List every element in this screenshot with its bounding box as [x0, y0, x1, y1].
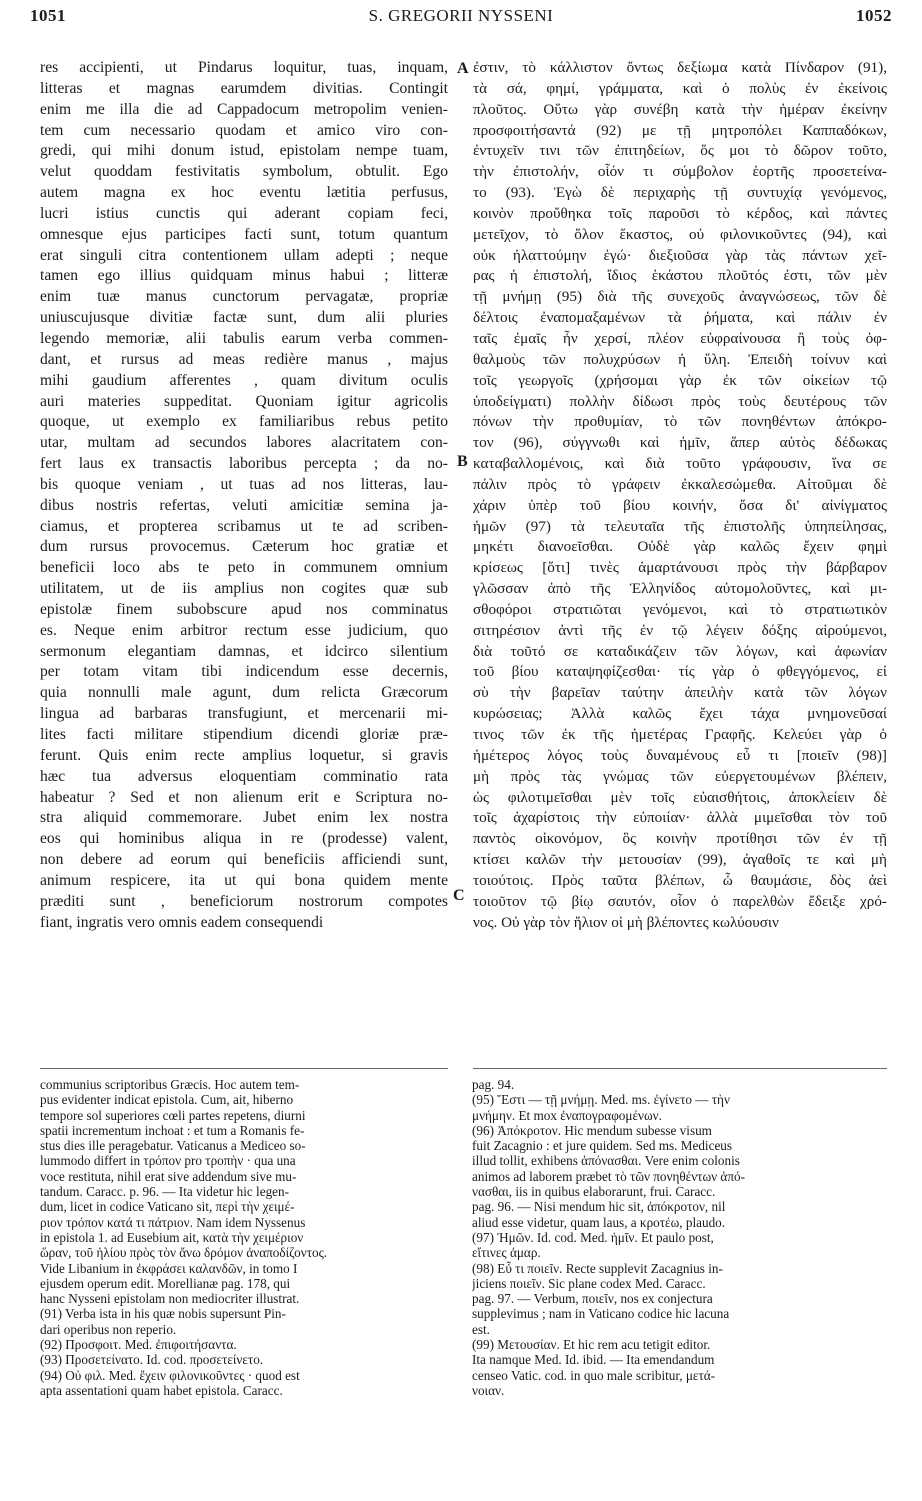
greek-text-line: ὡς φιλοτιμεῖσθαι μὲν τοῖς εὐαισθήτοις, ἀποκλείειν δὲ — [473, 788, 887, 806]
footnote-line: spatii incrementum inchoat : et tum a Romanis fe- — [40, 1122, 305, 1138]
footnote-line: εἴτινες ἁμαρ. — [472, 1245, 541, 1261]
greek-text-line: μηκέτι διανοεῖσθαι. Οὐδὲ γὰρ καλῶς ἔχειν φημὶ — [473, 538, 887, 556]
footnote-line: aliud esse videtur, quam laus, a κροτέω, plaudo. — [472, 1214, 726, 1230]
footnote-line: (93) Προσετείνατο. Id. cod. προσετείνετο. — [40, 1352, 264, 1368]
footnote-line: ejusdem operum edit. Morellianæ pag. 178, qui — [40, 1275, 291, 1291]
greek-text-line: τινος τῶν ἐκ τῆς ἡμετέρας Γραφῆς. Κελεύει γὰρ ὁ — [473, 726, 887, 743]
greek-text-line: μετεῖχον, τὸ ὅλον ἕκαστος, οὐ φιλονικοῦντες (94), καὶ — [473, 225, 887, 243]
greek-text-line: ταῖς ἐμαῖς ἦν χερσί, πλέον εὐφραίνουσα ἢ τοὺς ὀφ- — [473, 329, 887, 347]
latin-text-line: tem cum necessario quodam et amico viro con- — [40, 121, 448, 139]
footnote-line: (92) Προσφοιτ. Med. ἐπιφοιτήσαντα. — [40, 1337, 237, 1353]
footnote-line: (97) Ἡμῶν. Id. cod. Med. ἡμῖν. Et paulo post, — [472, 1229, 714, 1245]
latin-text-line: uniuscujusque divitiæ factæ sunt, dum alii pluries — [40, 309, 448, 327]
footnote-line: (99) Μετουσίαν. Et hic rem acu tetigit editor. — [472, 1337, 711, 1353]
latin-column — [40, 58, 448, 933]
greek-text-line: σὺ τὴν βαρεῖαν ταύτην ἀπειλὴν κατὰ τῶν λόγων — [473, 684, 887, 702]
footnote-line: ριον τρόπον κατά τι πάτριον. Nam idem Nyssenus — [40, 1214, 306, 1230]
footnote-line: apta assentationi quam habet epistola. Caracc. — [40, 1382, 283, 1398]
latin-text-line: ciamus, et propterea scribamus ut te ad scriben- — [40, 517, 448, 535]
greek-text-line: προσφοιτήσαντά (92) με τῇ μητροπόλει Καππαδόκων, — [473, 121, 887, 139]
footnote-line: illud tollit, exhibens ἀπόνασθαι. Vere enim colonis — [472, 1153, 740, 1169]
footnote-line: communius scriptoribus Græcis. Hoc autem tem- — [40, 1077, 300, 1092]
greek-text-line: τοιοῦτον τῷ βίῳ σαυτόν, οἷον ὁ παρελθὼν ἔδειξε χρό- — [473, 892, 887, 910]
footnotes-right — [472, 1077, 888, 1398]
greek-text-line: πάλιν πρὸς τὸ γράφειν ἐκκαλεσώμεθα. Αἰτοῦμαι δὲ — [473, 475, 887, 493]
latin-text-line: lingua ad barbaras transfugiunt, et mercenarii mi- — [40, 705, 448, 723]
page-header — [30, 6, 892, 34]
latin-text-line: erat singuli citra contentionem ullam adepti ; neque — [40, 246, 448, 264]
latin-text-line: lucri istius cunctis qui aderant copiam feci, — [40, 204, 448, 222]
greek-text-line: τὰ σά, φημί, γράμματα, καὶ ὁ πολὺς ἐν ἐκείνοις — [473, 79, 887, 97]
footnote-line: ὥραν, τοῦ ἡλίου πρὸς τὸν ἄνω δρόμον ἀναποδίζοντος. — [40, 1245, 328, 1261]
footnote-line: dum, licet in codice Vaticano sit, περὶ τὴν χειμέ- — [40, 1199, 295, 1215]
latin-text-line: es. Neque enim arbitror rectum esse judicium, quo — [40, 621, 448, 639]
latin-text-line: quoque, ut exemplo ex familiaribus rebus petito — [40, 413, 448, 431]
latin-text-line: stra aliquid commemorare. Jubet enim lex nostra — [40, 809, 448, 827]
greek-text-line: ἡμῶν (97) τὰ τελευταῖα τῆς ἐπιστολῆς ὑπηπείλησας, — [473, 517, 887, 535]
footnote-line: Ita namque Med. Id. ibid. — Ita emendandum — [472, 1352, 715, 1368]
footnote-rule-right — [473, 1068, 887, 1069]
running-title: S. GREGORII NYSSENI — [368, 6, 554, 25]
footnote-line: in epistola 1. ad Eusebium ait, κατὰ τὴν χειμέριον — [40, 1229, 304, 1245]
footnotes-left — [40, 1077, 450, 1398]
footnote-line: (91) Verba ista in his quæ nobis supersunt Pin- — [40, 1306, 286, 1322]
greek-text-line: τον (96), σύγγνωθι καὶ ἡμῖν, ἅπερ αὐτὸς δέδωκας — [473, 434, 887, 452]
greek-text-line: τῇ μνήμῃ (95) διὰ τῆς συνεχοῦς ἀναγνώσεως, τῶν δὲ — [473, 288, 887, 306]
latin-text-line: eos qui hominibus aliqua in re (prodesse) valent, — [40, 830, 448, 848]
footnote-line: jiciens ποιεῖν. Sic plane codex Med. Caracc. — [472, 1275, 706, 1291]
footnote-line: hanc Nysseni epistolam non mediocriter illustrat. — [40, 1291, 300, 1307]
footnote-line: Vide Libanium in ἐκφράσει καλανδῶν, in tomo I — [40, 1260, 298, 1276]
footnote-line: (96) Ἀπόκροτον. Hic mendum subesse visum — [472, 1122, 712, 1138]
latin-text-line: fert laus ex transactis laboribus percepta ; da no- — [40, 455, 448, 473]
greek-text-line: χάριν ὑπὲρ τοῦ βίου κοινήν, ὅσα δι' αἰνίγματος — [473, 496, 887, 514]
footnote-line: (95) Ἔστι — τῇ μνήμῃ. Med. ms. ἐγίνετο — τὴν — [472, 1092, 730, 1108]
greek-text-line: ὑποδείγματι) πολλὴν δίδωσι πρὸς τοὺς δευτέρους τῶν — [473, 392, 887, 410]
footnote-line: μνήμην. Et mox ἐναπογραφομένων. — [472, 1107, 662, 1123]
latin-text-line: velut quoddam festivitatis symbolum, obtulit. Ego — [40, 163, 448, 181]
greek-text-line: ρας ἡ ἐπιστολή, ἴδιος ἑκάστου πλοῦτός ἐστι, τῶν μὲν — [473, 267, 887, 285]
section-marker-c: C — [453, 887, 465, 904]
greek-text-line: τὴν ἐπιστολήν, οἷόν τι σύμβολον ἑορτῆς προσετείνα- — [473, 163, 887, 181]
footnote-line: tempore sol superiores cœli partes repetens, diurni — [40, 1107, 306, 1123]
footnote-line: voce restituta, nihil erat sive addendum sive mu- — [40, 1168, 297, 1184]
latin-text-line: dum rursus provocemus. Cæterum hoc gratiæ et — [40, 538, 448, 556]
greek-text-line: γλῶσσαν ἀπὸ τῆς Ἑλληνίδος αὐτομολοῦντες, καὶ μι- — [473, 580, 887, 598]
greek-text-line: τοῖς γεωργοῖς (χρήσομαι γὰρ ἐκ τῶν οἰκείων τῷ — [473, 371, 887, 389]
footnote-line: animos ad laborem præbet τὸ τῶν πονηθέντων ἀπό- — [472, 1168, 745, 1184]
greek-text-line: ἐστιν, τὸ κάλλιστον ὄντως δεξίωμα κατὰ Πίνδαρον (91), — [473, 59, 887, 76]
latin-text-line: litteras et magnas earumdem divitias. Contingit — [40, 79, 448, 97]
greek-text-line: πλοῦτος. Οὕτω γὰρ συνέβη κατὰ τὴν ἡμέραν ἐκείνην — [473, 100, 887, 118]
greek-text-line: τοῦ βίου καταψηφίζεσθαι· τίς γὰρ ὁ φθεγγόμενος, εἰ — [473, 663, 887, 681]
section-marker-a: A — [457, 60, 469, 77]
latin-text-line: enim me illa die ad Cappadocum metropolim venien- — [40, 100, 448, 118]
footnote-line: stus dies ille peragebatur. Vaticanus a Mediceo so- — [40, 1138, 306, 1154]
greek-text-line: παντὸς οἰκονόμον, ὃς κοινὴν προτίθησι τῶν ἐν τῇ — [473, 830, 887, 848]
footnote-line: supplevimus ; nam in Vaticano codice hic lacuna — [472, 1306, 730, 1322]
footnote-line: pus evidenter indicat epistola. Cum, ait, hiberno — [40, 1092, 294, 1108]
greek-text-line: τοῖς ἀχαρίστοις τὴν εὐποιίαν· ἀλλὰ μιμεῖσθαι τὸν τοῦ — [473, 809, 887, 827]
greek-text-line: καταβαλλομένοις, καὶ διὰ τοῦτο γράφουσιν, ἵνα σε — [473, 455, 887, 473]
latin-text-line: bis quoque veniam , ut tuas ad nos litteras, lau- — [40, 475, 448, 493]
footnote-line: pag. 94. — [472, 1077, 515, 1092]
greek-text-line: πόνων τὴν προθυμίαν, τὸ τῶν πονηθέντων ἀπόκρο- — [473, 413, 887, 431]
latin-text-line: non debere ad eorum qui beneficiis afficiendi sunt, — [40, 851, 448, 869]
latin-text-line: habeatur ? Sed et non alienum erit e Scriptura no- — [40, 788, 448, 806]
greek-text-line: κτίσει καλῶν τὴν μετουσίαν (99), ἀγαθοῖς τε καὶ μὴ — [473, 851, 887, 869]
latin-text-line: ferunt. Quis enim recte amplius loquetur, si gravis — [40, 746, 448, 764]
footnote-line: pag. 97. — Verbum, ποιεῖν, nos ex conjectura — [472, 1291, 713, 1307]
greek-text-line: ἐντυχεῖν τινι τῶν ἐπιτηδείων, ὅς μοι τὸ δῶρον τοῦτο, — [473, 142, 887, 160]
footnote-line: lummodo differt in τρόπον pro τροπὴν · qua una — [40, 1153, 296, 1169]
greek-text-line: κυρώσειας; Ἀλλὰ καλῶς ἔχει τάχα μνημονεῦσαί — [473, 705, 887, 723]
latin-text-line: hæc tua adversus eloquentiam comminatio rata — [40, 767, 448, 785]
latin-text-line: epistolæ finem subobscure apud nos comminatus — [40, 600, 448, 618]
latin-text-line: dibus nostris refertas, veluti amicitiæ semina ja- — [40, 496, 448, 514]
latin-text-line: dant, et rursus ad meas redière manus , majus — [40, 350, 448, 368]
latin-text-line: gredi, qui mihi donum istud, epistolam nempe tuam, — [40, 142, 448, 160]
latin-text-line: per totam vitam tibi indicendum esse decernis, — [40, 663, 448, 681]
footnote-line: est. — [472, 1321, 490, 1337]
latin-text-line: omnesque ejus participes facti sunt, totum quantum — [40, 225, 448, 243]
greek-text-line: νος. Οὐ γὰρ τὸν ἥλιον οἱ μὴ βλέποντες κωλύουσιν — [473, 913, 779, 931]
latin-text-line: sermonum elegantiam damnas, et idcirco silentium — [40, 642, 448, 660]
greek-column — [473, 58, 887, 933]
footnote-line: νοιαν. — [472, 1382, 505, 1398]
latin-text-line: legendo memoriæ, alii tabulis earum verba commen- — [40, 329, 448, 347]
latin-text-line: quia nonnulli male agunt, dum relicta Græcorum — [40, 684, 448, 702]
greek-text-line: κοινὸν προὔθηκα τοῖς παροῦσι τὸ κέρδος, καὶ πάντες — [473, 204, 887, 222]
latin-text-line: auri materies suppeditat. Quoniam igitur agricolis — [40, 392, 448, 410]
footnote-line: pag. 96. — Nisi mendum hic sit, ἀπόκροτον, nil — [472, 1199, 726, 1215]
greek-text-line: διὰ τοῦτό σε καταδικάζειν τῶν λόγων, καὶ ἀφωνίαν — [473, 642, 887, 660]
greek-text-line: μὴ πρὸς τὰς γνώμας τῶν εὐεργετουμένων βλέπειν, — [473, 767, 887, 785]
greek-text-line: δέλτοις ἐναπομαξαμένων τὰ ῥήματα, καὶ πάλιν ἐν — [473, 309, 887, 327]
footnote-line: (98) Εὖ τι ποιεῖν. Recte supplevit Zacagnius in- — [472, 1260, 723, 1276]
page-number-left: 1051 — [30, 6, 66, 25]
footnote-rule-left — [40, 1068, 448, 1069]
greek-text-line: το (93). Ἐγὼ δὲ περιχαρὴς τῇ συντυχίᾳ γενόμενος, — [473, 184, 887, 202]
page-number-right: 1052 — [856, 6, 892, 25]
footnote-line: censeo Vatic. cod. in quo male scribitur, μετά- — [472, 1367, 716, 1383]
latin-text-line: fiant, ingratis vero omnis eadem consequendi — [40, 913, 324, 931]
greek-text-line: ἡμέτερος λόγος τοὺς δυναμένους εὖ τι [ποιεῖν (98)] — [473, 746, 887, 764]
greek-text-line: κρίσεως [ὅτι] τινὲς ἁμαρτάνουσι πρὸς τὴν βάρβαρον — [473, 559, 887, 577]
latin-text-line: beneficii loco abs te peto in communem omnium — [40, 559, 448, 577]
section-marker-b: B — [457, 453, 468, 470]
latin-text-line: autem magna ex hoc eventu lætitia perfusus, — [40, 184, 448, 202]
latin-text-line: tamen ego illius quidquam minus habui ; litteræ — [40, 267, 448, 285]
latin-text-line: utar, multam ad secundos labores alacritatem con- — [40, 434, 448, 452]
footnote-line: fuit Zacagnio : et jure quidem. Sed ms. Mediceus — [472, 1138, 733, 1154]
latin-text-line: res accipienti, ut Pindarus loquitur, tuas, inquam, — [40, 59, 448, 76]
greek-text-line: σιτηρέσιον ἀντὶ τῆς ἐν τῷ λέγειν δόξης αἱρούμενοι, — [473, 621, 887, 639]
greek-text-line: σθοφόροι στρατιῶται γενόμενοι, καὶ τὸ στρατιωτικὸν — [473, 600, 887, 618]
greek-text-line: θαλμοὺς τῶν πολυχρύσων ἡ ὕλη. Ἐπειδὴ τοίνυν καὶ — [473, 350, 887, 368]
greek-text-line: τοιούτοις. Πρὸς ταῦτα βλέπων, ὦ θαυμάσιε, δὸς ἀεὶ — [473, 871, 887, 889]
latin-text-line: enim tuæ manus cunctorum pervagatæ, propriæ — [40, 288, 448, 306]
latin-text-line: mihi gaudium afferentes , quam divitum oculis — [40, 371, 448, 389]
footnote-line: (94) Οὐ φιλ. Med. ἔχειν φιλονικοῦντες · quod est — [40, 1367, 300, 1383]
footnote-line: tandum. Caracc. p. 96. — Ita videtur hic legen- — [40, 1184, 290, 1200]
latin-text-line: lites facti militare stipendium dicendi gloriæ præ- — [40, 726, 448, 743]
latin-text-line: utilitatem, ut de iis amplius non cogites quæ sub — [40, 580, 448, 598]
footnote-line: νασθαι, iis in quibus elaborarunt, frui. Caracc. — [472, 1184, 716, 1200]
greek-text-line: οὐκ ἠλαττούμην ἐγώ· διεξιοῦσα γὰρ τὰς πάντων χεῖ- — [473, 246, 887, 264]
latin-text-line: animum respicere, ita ut qui bona quidem mente — [40, 871, 448, 889]
footnote-line: dari operibus non reperio. — [40, 1321, 177, 1337]
latin-text-line: præditi sunt , beneficiorum nostrorum compotes — [40, 892, 448, 910]
